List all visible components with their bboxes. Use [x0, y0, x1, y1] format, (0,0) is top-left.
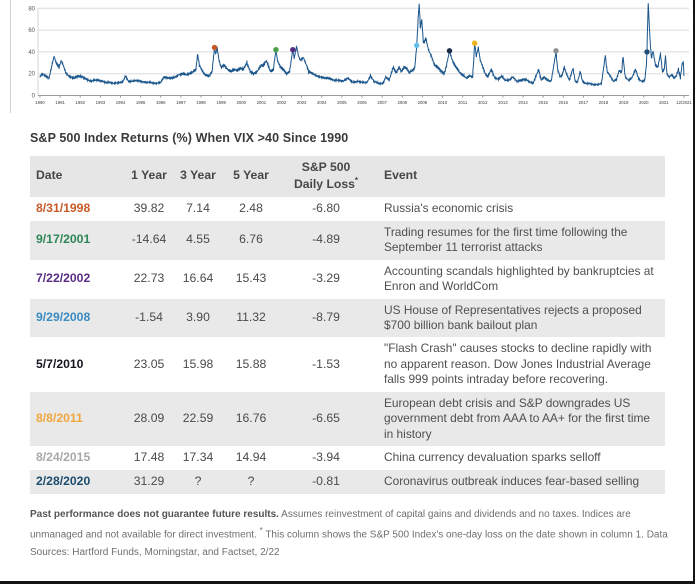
- svg-text:2007: 2007: [377, 100, 387, 105]
- event-marker: [644, 49, 649, 54]
- return-3-year: 22.59: [182, 411, 214, 426]
- col-header-date: Date: [30, 156, 126, 197]
- event-marker: [212, 45, 217, 50]
- event-description: European debt crisis and S&P downgrades US government debt from AAA to AA+ for the first time in history: [384, 395, 651, 441]
- col-header-5year: 5 Year: [224, 156, 278, 197]
- svg-text:1991: 1991: [55, 100, 65, 105]
- event-description: Coronavirus outbreak induces fear-based selling: [384, 474, 640, 489]
- sp500-daily-loss: -4.89: [312, 232, 340, 247]
- returns-table: [30, 156, 665, 494]
- vix-line-chart: [0, 0, 695, 116]
- svg-text:2013: 2013: [498, 100, 508, 105]
- event-marker: [273, 47, 278, 52]
- event-description: "Flash Crash" causes stocks to decline rapidly with no apparent reason. Dow Jones Industrial Average falls 999 points intraday before recovering.: [384, 341, 652, 387]
- return-5-year: 15.43: [235, 271, 267, 286]
- return-3-year: 3.90: [186, 310, 210, 325]
- return-3-year: ?: [194, 474, 202, 489]
- event-marker: [472, 41, 477, 46]
- svg-text:2012: 2012: [477, 100, 488, 105]
- footnote-bold: Past performance does not guarantee future results.: [30, 508, 279, 520]
- svg-text:2011: 2011: [458, 100, 468, 105]
- col-header-event: Event: [374, 156, 665, 197]
- svg-text:2021: 2021: [659, 100, 669, 105]
- event-description: Accounting scandals highlighted by bankruptcies at Enron and WorldCom: [384, 263, 654, 294]
- sp500-daily-loss: -1.53: [312, 356, 340, 371]
- footnote-text-b: This column shows the S&P 500 Index's one-day loss on the date shown in column 1. Data Sources: Hartford Funds, Morningstar, and Factset, 2/22: [30, 529, 668, 559]
- sp500-daily-loss: -8.79: [312, 310, 340, 325]
- svg-text:2000: 2000: [236, 100, 247, 105]
- return-1-year: 22.73: [133, 271, 165, 286]
- svg-text:2020: 2020: [638, 100, 649, 105]
- table-row: [30, 470, 665, 494]
- return-3-year: 7.14: [186, 200, 210, 215]
- return-1-year: 28.09: [133, 411, 165, 426]
- svg-text:1996: 1996: [155, 100, 166, 105]
- table-row: [30, 337, 665, 391]
- table-header-row: [30, 156, 665, 197]
- col-header-1year: 1 Year: [126, 156, 172, 197]
- table-row: [30, 299, 665, 338]
- footnote-text-a: Assumes reinvestment of capital gains and dividends and no taxes. Indices are unmanaged and not available for direct investment.: [30, 508, 631, 541]
- svg-text:2010: 2010: [437, 100, 448, 105]
- col-header-3year: 3 Year: [172, 156, 224, 197]
- svg-text:2003: 2003: [296, 100, 307, 105]
- event-marker: [553, 48, 558, 53]
- event-description: China currency devaluation sparks selloff: [384, 450, 601, 465]
- return-1-year: 39.82: [133, 200, 165, 215]
- return-3-year: 4.55: [186, 232, 210, 247]
- svg-text:0: 0: [31, 93, 35, 100]
- return-5-year: 16.76: [235, 411, 267, 426]
- return-1-year: -1.54: [135, 310, 163, 325]
- return-1-year: 23.05: [133, 356, 165, 371]
- svg-text:2016: 2016: [558, 100, 569, 105]
- table-row: [30, 446, 665, 470]
- svg-text:80: 80: [28, 6, 35, 13]
- sp500-daily-loss: -6.80: [312, 200, 340, 215]
- vix-series-line: [40, 3, 684, 85]
- event-marker: [290, 47, 295, 52]
- event-date: 8/24/2015: [36, 450, 91, 465]
- svg-text:20: 20: [28, 71, 35, 78]
- event-date: 9/17/2001: [36, 232, 91, 247]
- event-description: Trading resumes for the first time following the September 11 terrorist attacks: [384, 224, 628, 255]
- svg-text:2004: 2004: [316, 100, 327, 105]
- table-row: [30, 197, 665, 221]
- footnote: [30, 506, 670, 562]
- svg-text:2015: 2015: [538, 100, 548, 105]
- svg-text:2018: 2018: [598, 100, 609, 105]
- event-date: 5/7/2010: [36, 356, 84, 371]
- event-markers: [212, 41, 650, 55]
- sp500-daily-loss: -3.29: [312, 271, 340, 286]
- footnote-asterisk: *: [259, 525, 263, 535]
- svg-text:1999: 1999: [216, 100, 226, 105]
- svg-text:2017: 2017: [578, 100, 589, 105]
- table-row: [30, 392, 665, 446]
- sp500-daily-loss: -6.65: [312, 411, 340, 426]
- return-3-year: 16.64: [182, 271, 214, 286]
- svg-text:2006: 2006: [357, 100, 367, 105]
- svg-text:60: 60: [28, 28, 35, 35]
- event-marker: [414, 43, 419, 48]
- sp500-daily-loss: -3.94: [312, 450, 340, 465]
- event-date: 8/8/2011: [36, 411, 83, 426]
- event-marker: [447, 48, 452, 53]
- event-date: 8/31/1998: [36, 200, 91, 215]
- svg-text:1994: 1994: [115, 100, 126, 105]
- x-axis-labels: [35, 96, 692, 106]
- return-5-year: 11.32: [236, 310, 266, 325]
- svg-text:2009: 2009: [417, 100, 428, 105]
- sp500-daily-loss: -0.81: [312, 474, 340, 489]
- table-row: [30, 221, 665, 260]
- return-1-year: 31.29: [133, 474, 165, 489]
- event-description: US House of Representatives rejects a proposed $700 billion bank bailout plan: [384, 302, 642, 332]
- svg-text:1993: 1993: [95, 100, 106, 105]
- table-row: [30, 260, 665, 299]
- return-5-year: 15.88: [235, 356, 267, 371]
- svg-text:1990: 1990: [35, 100, 45, 105]
- svg-text:1992: 1992: [75, 100, 86, 105]
- svg-text:2002: 2002: [276, 100, 287, 105]
- y-axis-labels: [28, 6, 35, 99]
- svg-text:40: 40: [28, 49, 35, 56]
- return-1-year: 17.48: [133, 450, 165, 465]
- return-5-year: 6.76: [239, 232, 263, 247]
- col-header-daily-loss: S&P 500 Daily Loss*: [278, 156, 374, 197]
- svg-text:2019: 2019: [618, 100, 629, 105]
- svg-text:2014: 2014: [518, 100, 528, 105]
- svg-text:2005: 2005: [337, 100, 347, 105]
- svg-text:2001: 2001: [256, 100, 267, 105]
- event-date: 9/29/2008: [36, 310, 91, 325]
- event-date: 7/22/2002: [36, 271, 91, 286]
- svg-text:1998: 1998: [196, 100, 206, 105]
- return-3-year: 17.34: [182, 450, 214, 465]
- return-3-year: 15.98: [182, 356, 214, 371]
- table-title: S&P 500 Index Returns (%) When VIX >40 Since 1990: [30, 131, 349, 145]
- svg-text:1997: 1997: [176, 100, 186, 105]
- return-5-year: 14.94: [235, 450, 267, 465]
- svg-text:2008: 2008: [397, 100, 408, 105]
- return-5-year: ?: [247, 474, 255, 489]
- svg-text:1995: 1995: [135, 100, 146, 105]
- daily-loss-asterisk: *: [354, 175, 359, 185]
- svg-text:12/2021: 12/2021: [676, 100, 692, 105]
- event-description: Russia's economic crisis: [384, 200, 514, 215]
- event-date: 2/28/2020: [36, 474, 91, 489]
- return-5-year: 2.48: [239, 200, 263, 215]
- return-1-year: -14.64: [131, 232, 167, 247]
